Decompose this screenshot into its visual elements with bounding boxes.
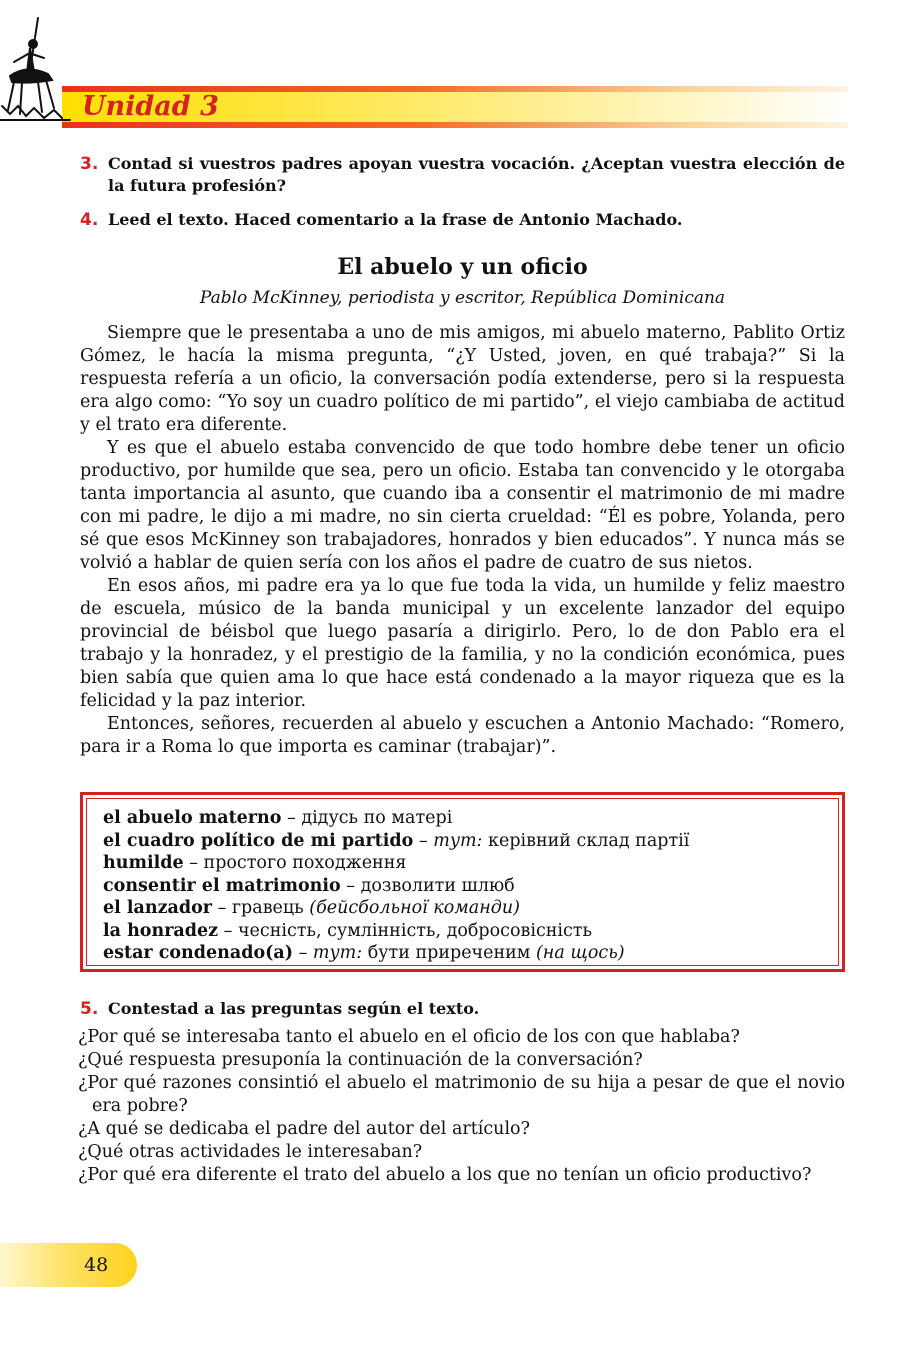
vocab-item	[103, 875, 689, 898]
vocab-dash: –	[281, 808, 302, 828]
article-body	[80, 322, 845, 759]
task-4	[80, 209, 845, 231]
article-paragraph: Entonces, señores, recuerden al abuelo y escuchen a Antonio Machado: “Romero, para ir a Roma lo que importa es caminar (trabajar)”.	[80, 714, 845, 757]
vocab-translation: простого походження	[203, 853, 407, 873]
don-quixote-icon	[0, 10, 80, 150]
question-item: ¿Qué otras actividades le interesaban?	[78, 1142, 423, 1162]
task-3	[80, 153, 845, 197]
vocab-item	[103, 852, 689, 875]
task-5	[80, 998, 845, 1020]
vocab-translation: дідусь по матері	[301, 808, 453, 828]
vocab-translation: дозволити шлюб	[360, 875, 515, 896]
task-number: 5.	[80, 999, 99, 1019]
vocabulary-box	[80, 792, 845, 972]
task-text: Contestad a las preguntas según el texto.	[108, 999, 480, 1018]
vocabulary-list	[103, 807, 689, 965]
vocab-dash: –	[212, 898, 232, 918]
unit-title: Unidad 3	[82, 91, 219, 122]
vocab-note: (на щось)	[535, 943, 625, 963]
task-number: 4.	[80, 210, 99, 230]
task-text: Contad si vuestros padres apoyan vuestra vocación. ¿Aceptan vuestra elección de la futura profesión?	[108, 154, 845, 195]
question-item: ¿Por qué era diferente el trato del abuelo a los que no tenían un oficio productivo?	[78, 1165, 812, 1185]
vocab-term: la honradez	[103, 920, 219, 941]
question-item: ¿Por qué razones consintió el abuelo el matrimonio de su hija a pesar de que el novio era pobre?	[78, 1073, 845, 1116]
article-title: El abuelo y un oficio	[337, 254, 588, 280]
vocab-dash: –	[183, 853, 204, 873]
vocab-dash: –	[340, 875, 361, 896]
vocab-translation: керівний склад партії	[482, 830, 690, 851]
question-item: ¿Por qué se interesaba tanto el abuelo en el oficio de los con que hablaba?	[78, 1027, 740, 1047]
vocab-label: тут:	[312, 943, 363, 963]
task-number: 3.	[80, 154, 99, 174]
vocab-item	[103, 942, 689, 965]
question-list	[78, 1026, 845, 1187]
vocab-item	[103, 830, 689, 853]
vocab-translation: чесність, сумлінність, добросовісність	[237, 920, 593, 941]
header-band-bottom	[62, 122, 848, 128]
vocab-item	[103, 807, 689, 830]
article-paragraph: En esos años, mi padre era ya lo que fue toda la vida, un humilde y feliz maestro de escuela, músico de la banda municipal y un excelente lanzador del equipo provincial de béisbol que luego pasaría a dirigirlo. Pero, lo de don Pablo era el trabajo y la honradez, y el prestigio de la familia, y no la condición económica, pues bien sabía que quien ama lo que hace está condenado a la mayor riqueza que es la felicidad y la paz interior.	[80, 576, 845, 711]
vocab-dash: –	[413, 830, 434, 851]
vocab-term: consentir el matrimonio	[103, 875, 341, 896]
unit-header	[0, 82, 848, 132]
question-item: ¿Qué respuesta presuponía la continuación de la conversación?	[78, 1050, 643, 1070]
vocab-dash: –	[218, 920, 238, 941]
vocab-term: el cuadro político de mi partido	[103, 830, 414, 851]
vocab-note: (бейсбольної команди)	[309, 898, 520, 918]
page-number-tab	[0, 1243, 137, 1287]
vocab-item	[103, 897, 689, 920]
vocab-dash: –	[293, 943, 313, 963]
vocab-label: тут:	[433, 830, 483, 851]
article-paragraph: Y es que el abuelo estaba convencido de que todo hombre debe tener un oficio productivo, por humilde que sea, pero un oficio. Estaba tan convencido y le otorgaba tanta importancia al asunto, que cuando iba a consentir el matrimonio de mi madre con mi padre, le dijo a mi madre, no sin cierta crueldad: “Él es pobre, Yolanda, pero sé que esos McKinney son trabajadores, honrados y bien educados”. Y nunca más se volvió a hablar de quien sería con los años el padre de cuatro de sus nietos.	[80, 438, 845, 573]
vocab-term: el lanzador	[103, 898, 212, 918]
page-number: 48	[84, 1254, 109, 1276]
task-text: Leed el texto. Haced comentario a la frase de Antonio Machado.	[108, 210, 683, 229]
article-paragraph: Siempre que le presentaba a uno de mis amigos, mi abuelo materno, Pablito Ortiz Gómez, le hacía la misma pregunta, “¿Y Usted, joven, en qué trabaja?” Si la respuesta refería a un oficio, la conversación podía extenderse, pero si la respuesta era algo como: “Yo soy un cuadro político de mi partido”, el viejo cambiaba de actitud y el trato era diferente.	[80, 323, 845, 435]
vocab-translation: гравець	[231, 898, 310, 918]
vocab-term: el abuelo materno	[103, 808, 282, 828]
article-author: Pablo McKinney, periodista y escritor, República Dominicana	[199, 288, 726, 308]
vocab-term: estar condenado(a)	[103, 943, 294, 963]
question-item: ¿A qué se dedicaba el padre del autor del artículo?	[78, 1119, 530, 1139]
vocab-item	[103, 920, 689, 943]
vocab-term: humilde	[103, 853, 184, 873]
vocab-translation: бути приреченим	[362, 943, 536, 963]
